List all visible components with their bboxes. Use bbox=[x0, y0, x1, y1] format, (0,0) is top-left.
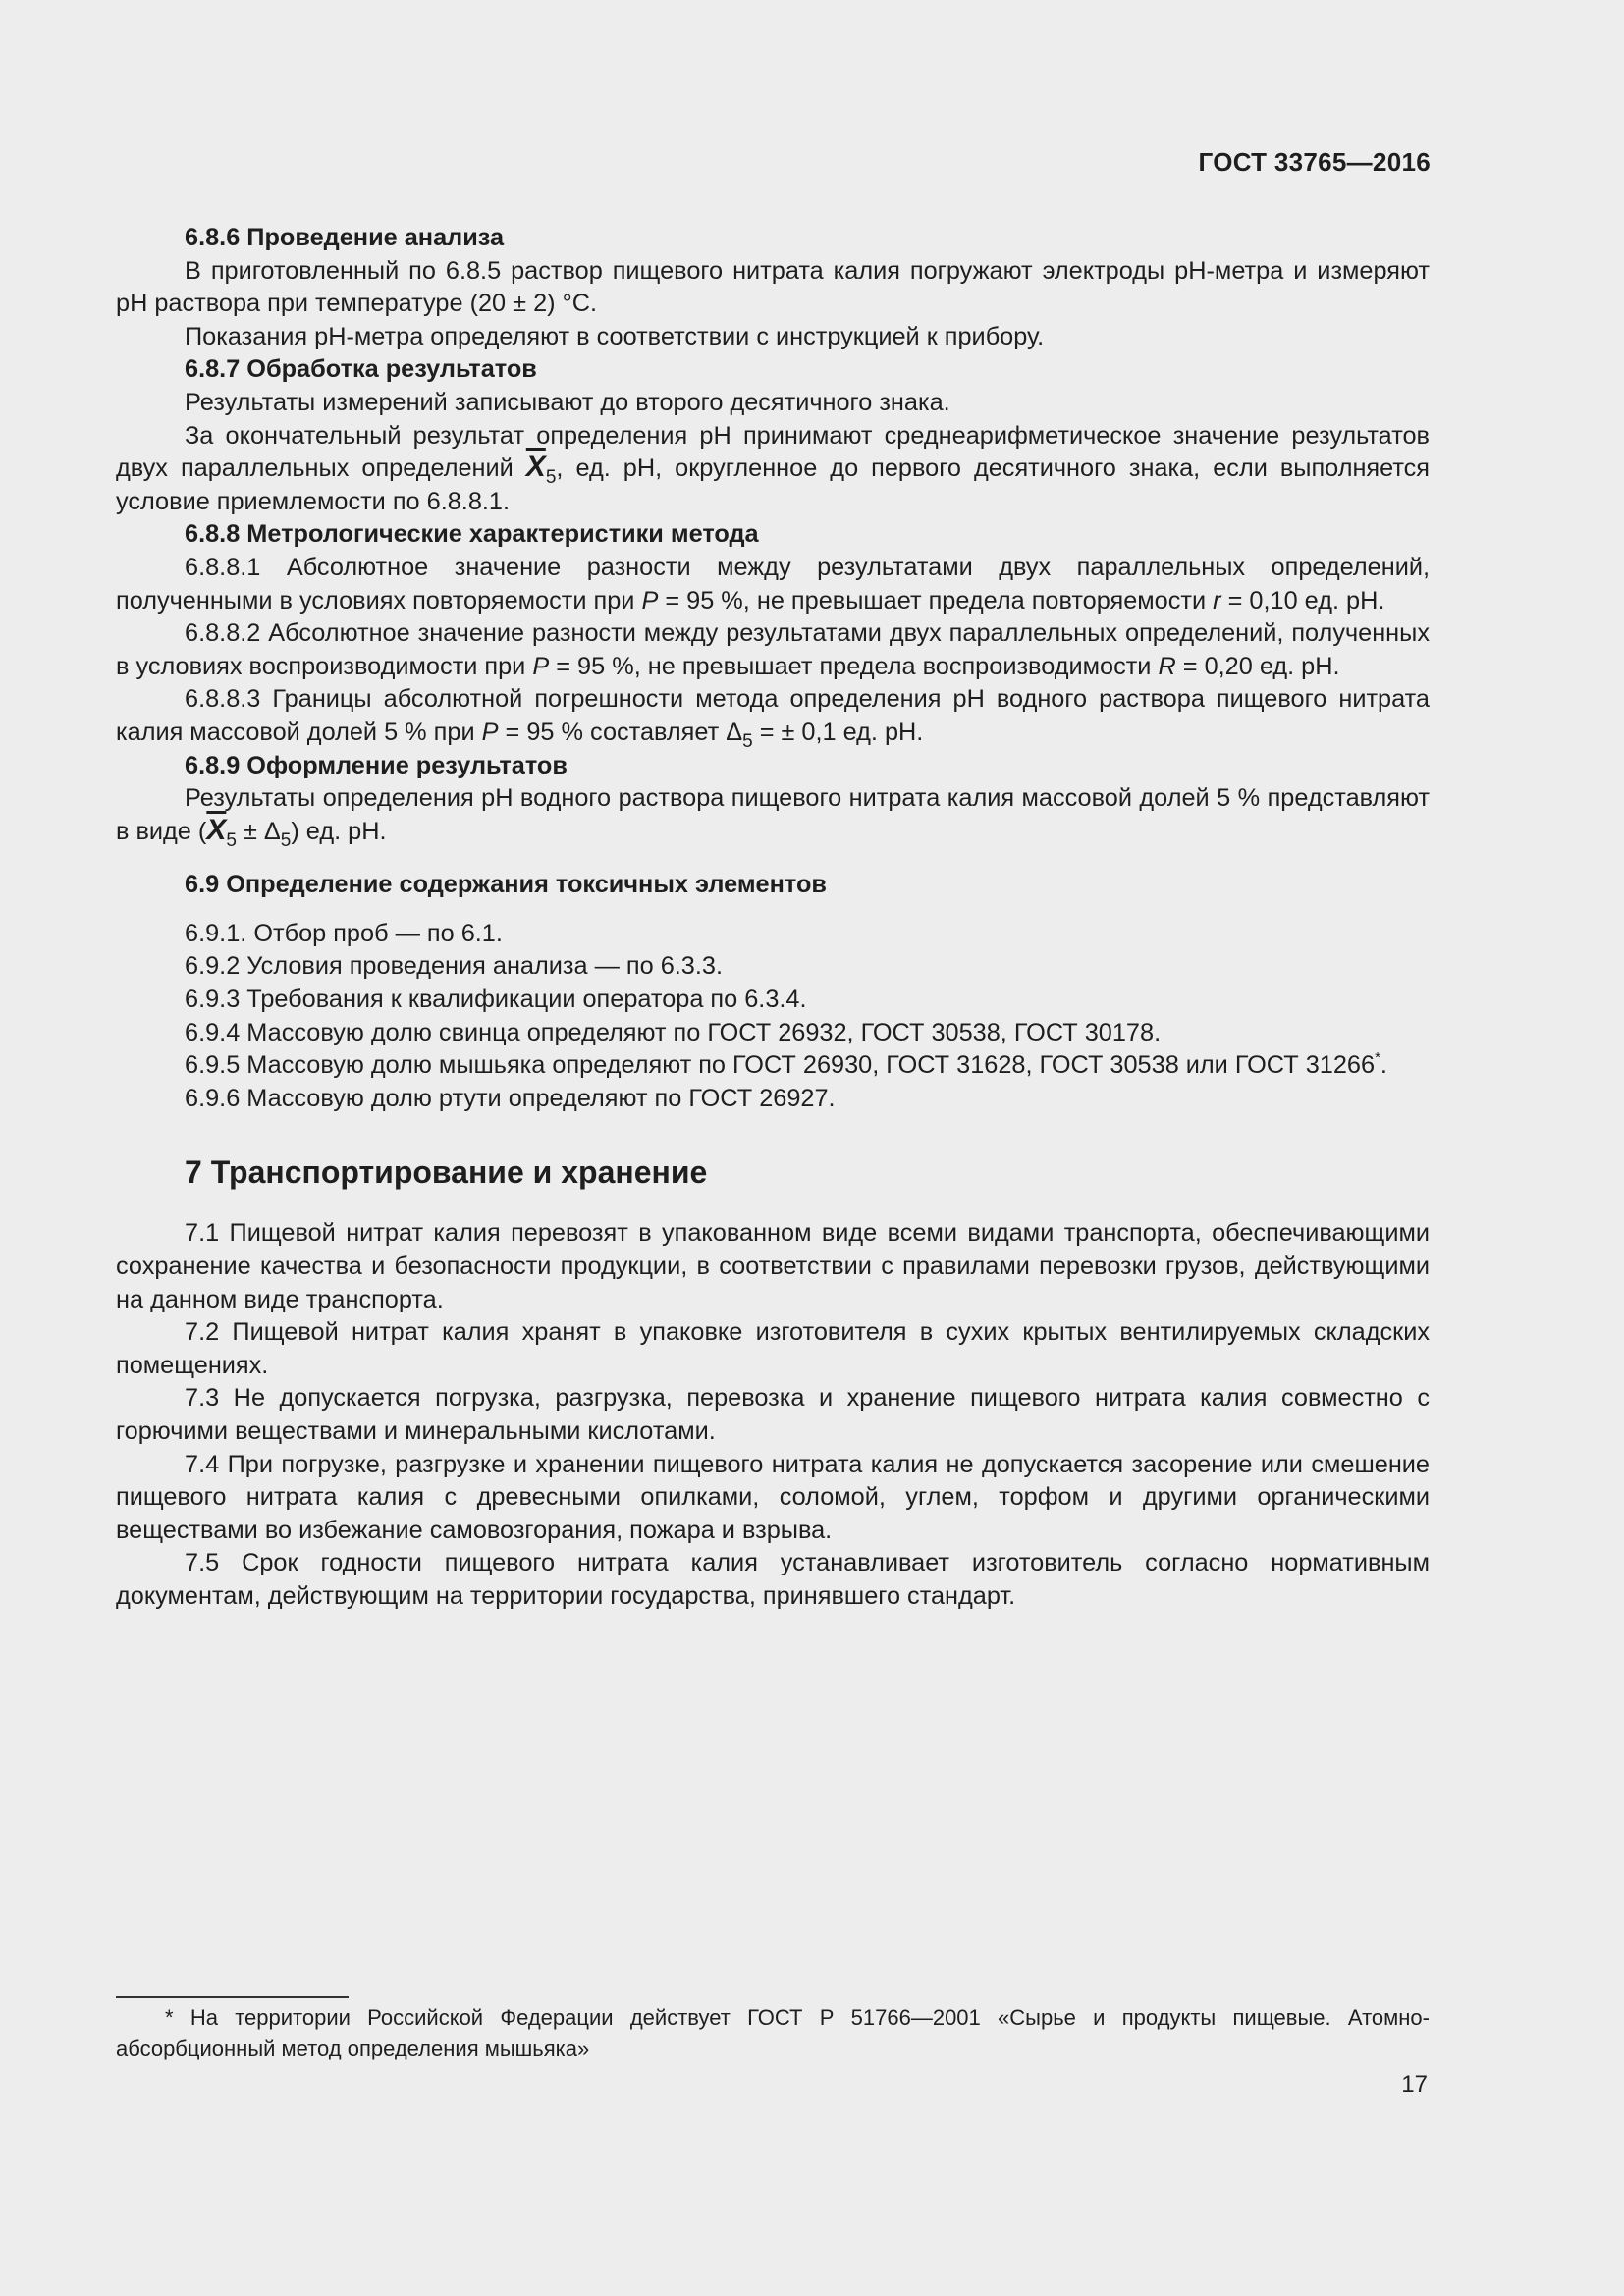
paragraph: 7.3 Не допускается погрузка, разгрузка, перевозка и хранение пищевого нитрата калия совместно с горючими веществами и минеральными кислотами. bbox=[116, 1384, 1430, 1445]
text-fragment: = 0,20 ед. pH. bbox=[1175, 652, 1340, 680]
paragraph bbox=[116, 617, 1430, 683]
paragraph bbox=[116, 683, 1430, 752]
list-item bbox=[116, 1049, 1430, 1083]
section-heading-6-9: 6.9 Определение содержания токсичных элементов bbox=[185, 871, 827, 899]
x-mean-symbol: $\overline{X}$ bbox=[206, 813, 227, 846]
footnote-separator bbox=[116, 1996, 349, 1998]
text-fragment: 6.8.8.3 Границы абсолютной погрешности метода определения pH водного раствора пищевого нитрата калия массовой долей 5 % при bbox=[116, 685, 1430, 746]
footnote bbox=[116, 2002, 1430, 2063]
footnote-text: * На территории Российской Федерации действует ГОСТ Р 51766—2001 «Сырье и продукты пищевые. Атомно-абсорбционный метод определения мышьяка» bbox=[116, 2005, 1430, 2060]
subscript: 5 bbox=[280, 829, 292, 851]
section-heading-6-8-7: 6.8.7 Обработка результатов bbox=[185, 355, 537, 384]
section-heading-6-8-6: 6.8.6 Проведение анализа bbox=[185, 224, 505, 251]
text-fragment: = 95 % составляет bbox=[498, 718, 727, 746]
italic-symbol: R bbox=[1158, 652, 1176, 680]
delta-symbol: Δ bbox=[263, 817, 281, 845]
subscript: 5 bbox=[545, 467, 557, 489]
paragraph bbox=[116, 420, 1430, 519]
text-fragment: = 95 %, не превышает предела воспроизводимости bbox=[549, 652, 1159, 680]
section-heading-6-8-9: 6.8.9 Оформление результатов bbox=[185, 751, 568, 779]
list-item: 6.9.4 Массовую долю свинца определяют по ГОСТ 26932, ГОСТ 30538, ГОСТ 30178. bbox=[185, 1018, 1162, 1046]
page-body bbox=[116, 222, 1430, 1614]
text-fragment: 6.8.8.2 Абсолютное значение разности между результатами двух параллельных определений, полученных в условиях воспроизводимости при bbox=[116, 619, 1430, 680]
paragraph: 7.4 При погрузке, разгрузке и хранении пищевого нитрата калия не допускается засорение или смешение пищевого нитрата калия с древесными опилками, соломой, углем, торфом и другими органическими веществами во избежание самовозгорания, пожара и взрыва. bbox=[116, 1450, 1430, 1544]
paragraph: 7.5 Срок годности пищевого нитрата калия устанавливает изготовитель согласно нормативным документам, действующим на территории государства, принявшего стандарт. bbox=[116, 1549, 1430, 1610]
list-item: 6.9.3 Требования к квалификации оператора по 6.3.4. bbox=[185, 986, 807, 1014]
footnote-marker: * bbox=[1375, 1049, 1380, 1067]
list-item: 6.9.2 Условия проведения анализа — по 6.3.3. bbox=[185, 952, 723, 981]
text-fragment: Результаты определения pH водного раствора пищевого нитрата калия массовой долей 5 % представляют в виде ( bbox=[116, 784, 1430, 845]
text-fragment: , ед. pH, округленное до первого десятичного знака, если выполняется условие приемлемости по 6.8.8.1. bbox=[116, 454, 1430, 515]
paragraph bbox=[116, 782, 1430, 851]
list-item: 6.9.6 Массовую долю ртути определяют по ГОСТ 26927. bbox=[185, 1084, 836, 1112]
list-item: 6.9.1. Отбор проб — по 6.1. bbox=[185, 919, 503, 947]
text-fragment: = ± 0,1 ед. pH. bbox=[752, 718, 924, 746]
chapter-heading-7: 7 Транспортирование и хранение bbox=[185, 1154, 708, 1191]
text-fragment: ) ед. pH. bbox=[291, 817, 387, 845]
italic-symbol: P bbox=[481, 718, 499, 746]
text-fragment: За окончательный результат определения pH принимают среднеарифметическое значение результатов двух параллельных определений bbox=[116, 421, 1430, 483]
paragraph: Показания pH-метра определяют в соответствии с инструкцией к прибору. bbox=[185, 322, 1045, 350]
text-fragment: . bbox=[1380, 1051, 1387, 1080]
italic-symbol: r bbox=[1213, 586, 1221, 614]
paragraph: 7.2 Пищевой нитрат калия хранят в упаковке изготовителя в сухих крытых вентилируемых складских помещениях. bbox=[116, 1318, 1430, 1379]
paragraph bbox=[116, 552, 1430, 617]
text-fragment: ± bbox=[236, 817, 264, 845]
delta-symbol: Δ bbox=[726, 718, 743, 746]
paragraph: Результаты измерений записывают до второго десятичного знака. bbox=[185, 388, 950, 416]
subscript: 5 bbox=[742, 730, 753, 752]
text-fragment: 6.9.5 Массовую долю мышьяка определяют по ГОСТ 26930, ГОСТ 31628, ГОСТ 30538 или ГОСТ 31266 bbox=[185, 1051, 1376, 1080]
italic-symbol: P bbox=[532, 652, 550, 680]
subscript: 5 bbox=[226, 829, 237, 851]
page-number: 17 bbox=[1401, 2071, 1428, 2098]
text-fragment: = 95 %, не превышает предела повторяемости bbox=[658, 586, 1214, 614]
text-fragment: = 0,10 ед. pH. bbox=[1220, 586, 1385, 614]
x-mean-symbol: $\overline{X}$ bbox=[525, 451, 546, 484]
text-fragment: 6.8.8.1 Абсолютное значение разности между результатами двух параллельных определений, полученными в условиях повторяемости при bbox=[116, 553, 1430, 614]
italic-symbol: P bbox=[641, 586, 659, 614]
paragraph: 7.1 Пищевой нитрат калия перевозят в упакованном виде всеми видами транспорта, обеспечивающими сохранение качества и безопасности продукции, в соответствии с правилами перевозки грузов, действующими на данном виде транспорта. bbox=[116, 1219, 1430, 1313]
document-id-header: ГОСТ 33765—2016 bbox=[1198, 147, 1431, 177]
paragraph: В приготовленный по 6.8.5 раствор пищевого нитрата калия погружают электроды pH-метра и измеряют pH раствора при температуре (20 ± 2) °С. bbox=[116, 256, 1430, 318]
section-heading-6-8-8: 6.8.8 Метрологические характеристики метода bbox=[185, 520, 759, 549]
